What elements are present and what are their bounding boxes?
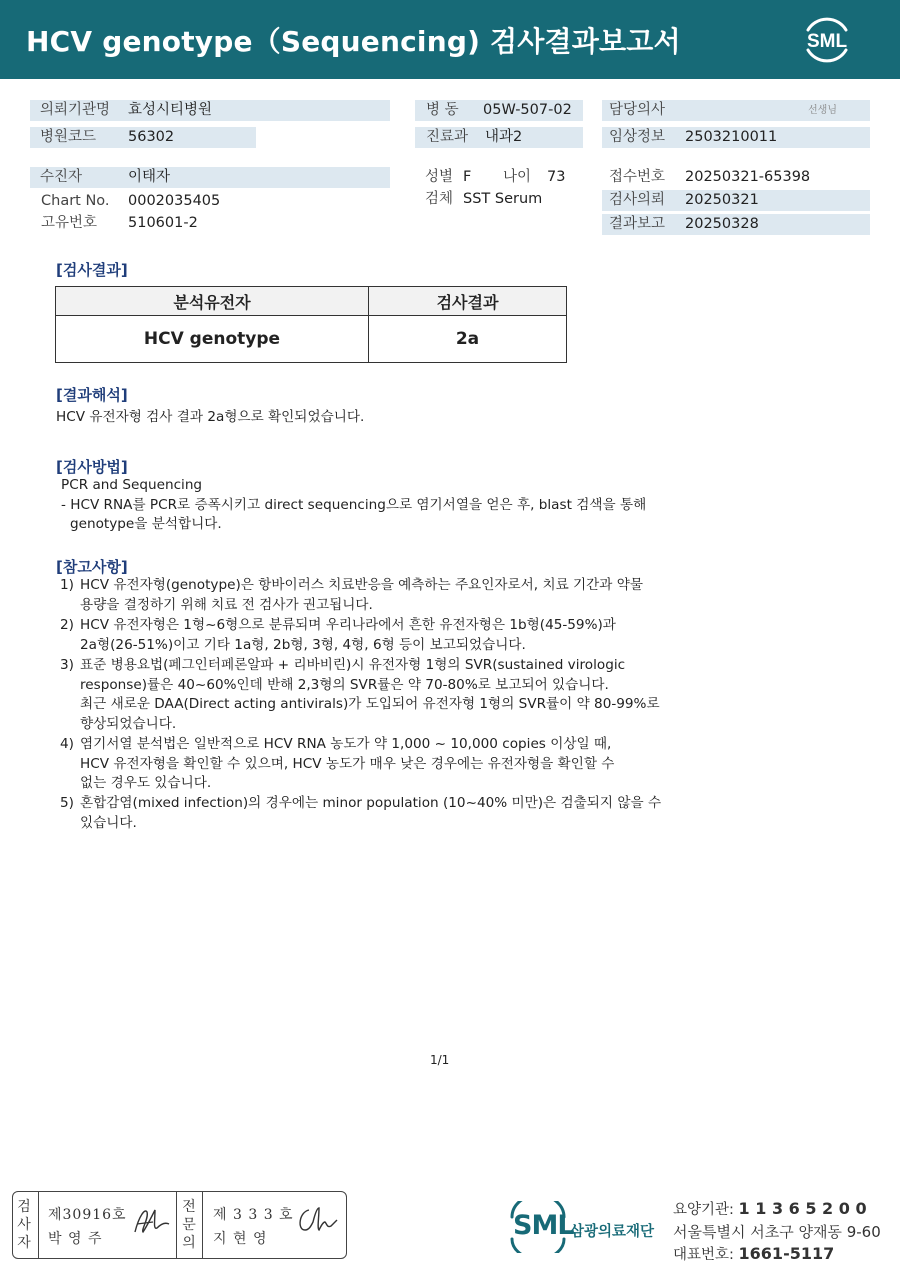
chart-no-label: Chart No. [41,193,110,209]
specimen-label: 검체 [425,191,454,207]
unique-id-label: 고유번호 [41,215,98,231]
test-request-label: 검사의뢰 [609,192,666,208]
references-section-title: [참고사항] [56,558,128,576]
reference-line: 용량을 결정하기 위해 치료 전 검사가 권고됩니다. [80,596,373,613]
test-request-field [602,190,870,211]
requesting-org-field [30,100,390,121]
doctor-label: 담당의사 [609,102,666,118]
sml-logo-icon [800,12,854,66]
report-title: HCV genotype（Sequencing) 검사결과보고서 [26,25,681,58]
footer-agency [673,1198,867,1219]
reference-line: response)률은 40~60%인데 반해 2,3형의 SVR률은 약 70-80%로 보고되어 있습니다. [80,676,609,693]
reference-line: 혼합감염(mixed infection)의 경우에는 minor population (10~40% 미만)은 검출되지 않을 수 [80,795,662,811]
patient-value: 이태자 [128,169,171,185]
hospital-code-value: 56302 [128,129,175,145]
method-line-1: PCR and Sequencing [61,477,203,493]
footer-logo-text: SML [513,1210,574,1241]
sex-label: 성별 [425,169,454,185]
reference-number: 2) [60,617,74,633]
gene-cell: HCV genotype [56,316,369,363]
signature-box [12,1191,347,1259]
signature-divider [176,1192,177,1258]
clinical-info-value: 2503210011 [685,129,778,145]
reference-number: 3) [60,657,74,673]
age-value: 73 [547,169,566,185]
patient-label: 수진자 [40,169,83,185]
age-label: 나이 [503,169,532,185]
department-field [415,127,583,148]
gene-column-header: 분석유전자 [56,287,369,316]
clinical-info-field [602,127,870,148]
specialist-license-no: 제 3 3 3 호 [213,1207,294,1223]
reference-line: HCV 유전자형을 확인할 수 있으며, HCV 농도가 매우 낮은 경우에는 유전자형을 확인할 수 [80,755,615,772]
results-section-title: [검사결과] [56,261,128,279]
reference-line: 염기서열 분석법은 일반적으로 HCV RNA 농도가 약 1,000 ~ 10,000 copies 이상일 때, [80,736,612,752]
examiner-label: 검 사 자 [17,1199,31,1251]
method-line-2: - HCV RNA를 PCR로 증폭시키고 direct sequencing으로 염기서열을 얻은 후, blast 검색을 통해 [61,497,647,513]
clinical-info-label: 임상정보 [609,129,666,145]
department-label: 진료과 [426,129,469,145]
sex-value: F [463,169,472,185]
agency-value: 1 1 3 6 5 2 0 0 [738,1199,867,1218]
receipt-no-label: 접수번호 [609,169,666,185]
interpretation-text: HCV 유전자형 검사 결과 2a형으로 확인되었습니다. [56,409,365,425]
reference-line: HCV 유전자형(genotype)은 항바이러스 치료반응을 예측하는 주요인자로서, 치료 기간과 약물 [80,577,644,593]
chart-no-value: 0002035405 [128,193,221,209]
examiner-license-no: 제30916호 [48,1207,127,1223]
requesting-org-value: 효성시티병원 [128,102,213,118]
chart-no-field [30,191,390,212]
reference-line: 2a형(26-51%)이고 기타 1a형, 2b형, 3형, 4형, 6형 등이 보고되었습니다. [80,636,526,653]
reference-line: 있습니다. [80,814,137,831]
doctor-suffix: 선생님 [808,105,837,116]
reference-line: 최근 새로운 DAA(Direct acting antivirals)가 도입되어 유전자형 1형의 SVR률이 약 80-99%로 [80,696,660,713]
department-value: 내과2 [485,129,523,145]
page-number: 1/1 [430,1053,450,1067]
footer-address: 서울특별시 서초구 양재동 9-60 [673,1223,881,1241]
specimen-field [425,189,585,210]
result-report-value: 20250328 [685,216,759,232]
ward-label: 병 동 [426,102,459,118]
receipt-no-value: 20250321-65398 [685,169,811,185]
phone-value: 1661-5117 [738,1244,835,1263]
patient-field [30,167,390,188]
specimen-value: SST Serum [463,191,543,207]
reference-line: HCV 유전자형은 1형~6형으로 분류되며 우리나라에서 흔한 유전자형은 1b형(45-59%)과 [80,617,616,633]
requesting-org-label: 의뢰기관명 [40,102,111,118]
agency-label: 요양기관: [673,1202,734,1218]
method-line-3: genotype을 분석합니다. [70,516,222,532]
specialist-signature-icon [295,1204,339,1238]
results-table [55,286,567,363]
result-report-label: 결과보고 [609,216,666,232]
reference-line: 없는 경우도 있습니다. [80,775,212,792]
results-header-row [56,287,567,316]
signature-divider [38,1192,39,1258]
hospital-code-field [30,127,256,148]
reference-number: 4) [60,736,74,752]
test-request-value: 20250321 [685,192,759,208]
doctor-field [602,100,870,121]
sex-age-field [425,167,585,188]
hospital-code-label: 병원코드 [40,129,97,145]
receipt-no-field [602,167,870,188]
reference-number: 5) [60,795,74,811]
specialist-label: 전 문 의 [182,1199,196,1251]
ward-field [415,100,583,121]
phone-label: 대표번호: [673,1247,734,1263]
result-cell: 2a [369,316,567,363]
result-column-header: 검사결과 [369,287,567,316]
examiner-name: 박 영 주 [48,1231,103,1247]
method-section-title: [검사방법] [56,458,128,476]
specialist-name: 지 현 영 [213,1231,268,1247]
table-row [56,316,567,363]
reference-number: 1) [60,577,74,593]
signature-divider [202,1192,203,1258]
reference-line: 향상되었습니다. [80,715,177,732]
unique-id-field [30,213,390,234]
footer-org-name: 삼광의료재단 [570,1224,655,1240]
footer-phone [673,1243,834,1264]
unique-id-value: 510601-2 [128,215,198,231]
ward-value: 05W-507-02 [483,102,572,118]
result-report-field [602,214,870,235]
report-header [0,0,900,79]
examiner-signature-icon [131,1204,171,1238]
reference-line: 표준 병용요법(페그인터페론알파 + 리바비린)시 유전자형 1형의 SVR(sustained virologic [80,657,626,673]
sml-logo-text: SML [806,31,848,52]
interpretation-section-title: [결과해석] [56,386,128,404]
